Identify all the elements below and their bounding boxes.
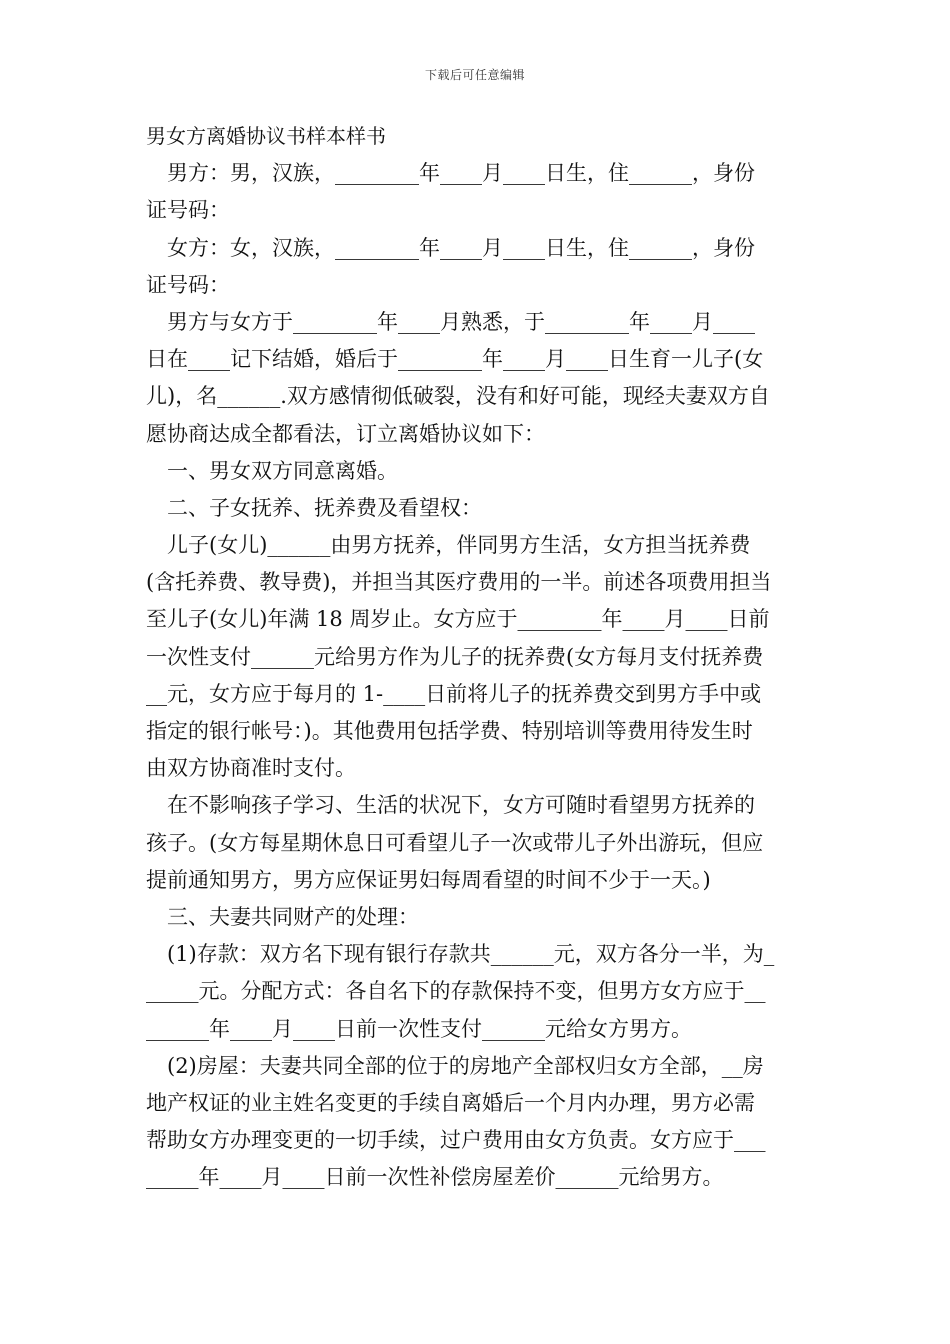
paragraph-line: 证号码： bbox=[146, 198, 230, 223]
paragraph-line: 证号码： bbox=[146, 272, 230, 297]
paragraph-line: 在不影响孩子学习、生活的状况下，女方可随时看望男方抚养的 bbox=[146, 793, 755, 818]
paragraph-line: 提前通知男方，男方应保证男妇每周看望的时间不少于一天。) bbox=[146, 867, 711, 892]
paragraph-line: 帮助女方办理变更的一切手续，过户费用由女方负责。女方应于___ bbox=[146, 1128, 766, 1153]
paragraph-line: ______年____月____日前一次性支付______元给女方男方。 bbox=[146, 1016, 692, 1041]
paragraph-line: 至儿子(女儿)年满 18 周岁止。女方应于________年____月____日前 bbox=[146, 607, 770, 632]
paragraph-line: 孩子。(女方每星期休息日可看望儿子一次或带儿子外出游玩，但应 bbox=[146, 830, 764, 855]
paragraph-line: __元，女方应于每月的 1-____日前将儿子的抚养费交到男方手中或 bbox=[146, 681, 762, 706]
section-heading-1: 一、男女双方同意离婚。 bbox=[146, 458, 398, 483]
section-heading-2: 二、子女抚养、抚养费及看望权： bbox=[146, 495, 482, 520]
paragraph-line: 由双方协商准时支付。 bbox=[146, 756, 356, 781]
paragraph-line: 男方：男，汉族，________年____月____日生，住______，身份 bbox=[146, 161, 755, 186]
paragraph-line: 女方：女，汉族，________年____月____日生，住______，身份 bbox=[146, 235, 755, 260]
paragraph-line: 愿协商达成全都看法，订立离婚协议如下： bbox=[146, 421, 545, 446]
document-body bbox=[146, 118, 806, 1196]
paragraph-line: (1)存款：双方名下现有银行存款共______元，双方各分一半，为_ bbox=[146, 942, 775, 967]
paragraph-line: 男方与女方于________年____月熟悉，于________年____月____ bbox=[146, 309, 755, 334]
paragraph-line: (含托养费、教导费)，并担当其医疗费用的一半。前述各项费用担当 bbox=[146, 570, 772, 595]
paragraph-line: 指定的银行帐号：)。其他费用包括学费、特别培训等费用待发生时 bbox=[146, 719, 753, 743]
paragraph-line: _____年____月____日前一次性补偿房屋差价______元给男方。 bbox=[146, 1165, 724, 1190]
header-note: 下载后可任意编辑 bbox=[424, 68, 525, 82]
paragraph-line: 儿)，名______.双方感情彻低破裂，没有和好可能，现经夫妻双方自 bbox=[146, 384, 770, 409]
document-title: 男女方离婚协议书样本样书 bbox=[146, 124, 386, 148]
paragraph-line: 一次性支付______元给男方作为儿子的抚养费(女方每月支付抚养费 bbox=[146, 644, 764, 669]
section-heading-3: 三、夫妻共同财产的处理： bbox=[146, 904, 419, 929]
paragraph-line: (2)房屋：夫妻共同全部的位于的房地产全部权归女方全部，__房 bbox=[146, 1053, 764, 1078]
paragraph-line: 儿子(女儿)______由男方抚养，伴同男方生活，女方担当抚养费 bbox=[146, 533, 751, 558]
paragraph-line: _____元。分配方式：各自名下的存款保持不变，但男方女方应于__ bbox=[146, 979, 766, 1004]
paragraph-line: 日在____记下结婚，婚后于________年____月____日生育一儿子(女 bbox=[146, 347, 764, 372]
paragraph-line: 地产权证的业主姓名变更的手续自离婚后一个月内办理，男方必需 bbox=[146, 1090, 755, 1115]
